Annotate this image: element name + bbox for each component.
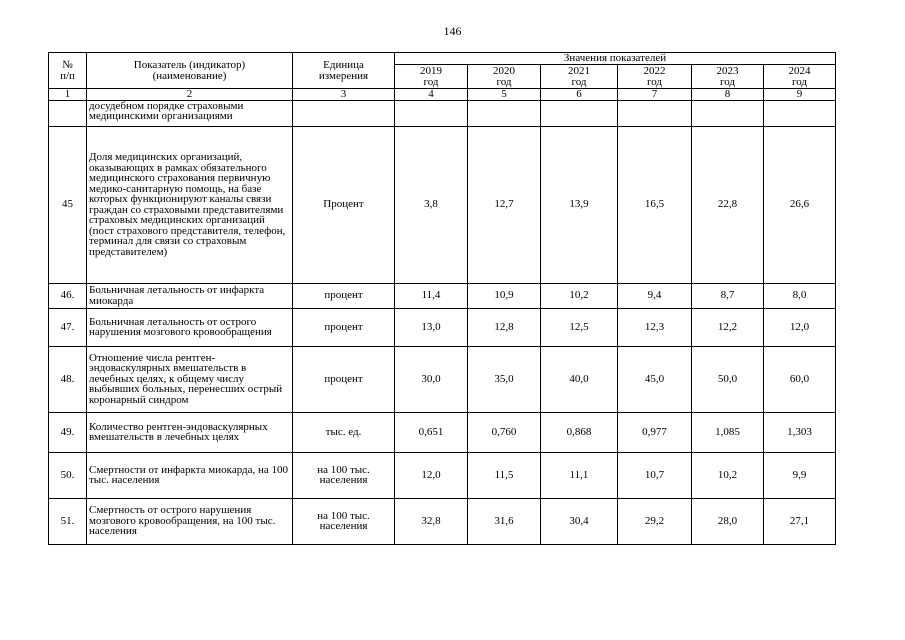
row-unit: тыс. ед. — [293, 412, 395, 452]
row-indicator: Больничная летальность от острого нарушения мозгового кровообращения — [87, 308, 293, 346]
table-row — [49, 126, 836, 283]
row-num — [49, 100, 87, 126]
column-number-cell: 8 — [692, 89, 764, 101]
row-value: 30,4 — [541, 498, 618, 544]
column-number-cell: 6 — [541, 89, 618, 101]
row-value: 0,651 — [395, 412, 468, 452]
row-value: 45,0 — [618, 346, 692, 412]
row-value: 9,4 — [618, 283, 692, 308]
row-value: 0,868 — [541, 412, 618, 452]
header-indicator-line2: (наименование) — [152, 69, 227, 82]
row-num: 51. — [49, 498, 87, 544]
row-value — [468, 100, 541, 126]
row-value: 9,9 — [764, 452, 836, 498]
row-value: 11,4 — [395, 283, 468, 308]
row-indicator: Количество рентген-эндоваскулярных вмешательств в лечебных целях — [87, 412, 293, 452]
row-value: 12,0 — [395, 452, 468, 498]
row-value: 12,2 — [692, 308, 764, 346]
row-value: 8,7 — [692, 283, 764, 308]
row-value: 13,9 — [541, 126, 618, 283]
row-indicator: Больничная летальность от инфаркта миокарда — [87, 283, 293, 308]
row-value: 8,0 — [764, 283, 836, 308]
header-year — [541, 65, 618, 89]
header-year-number: 2023 — [716, 65, 739, 77]
table-row — [49, 100, 836, 126]
column-number-cell: 9 — [764, 89, 836, 101]
header-values-group: Значения показателей — [395, 53, 836, 65]
row-value: 30,0 — [395, 346, 468, 412]
row-value: 10,7 — [618, 452, 692, 498]
header-year-word: год — [571, 75, 587, 88]
table-row — [49, 498, 836, 544]
row-indicator: Смертность от острого нарушения мозгового кровообращения, на 100 тыс. населения — [87, 498, 293, 544]
header-year — [764, 65, 836, 89]
row-value: 16,5 — [618, 126, 692, 283]
row-indicator: Отношение числа рентген-эндоваскулярных вмешательств в лечебных целях, к общему числу выбывших больных, перенесших острый коронарный синдром — [87, 346, 293, 412]
header-num-line1: № — [62, 59, 73, 71]
row-value: 32,8 — [395, 498, 468, 544]
row-value: 0,977 — [618, 412, 692, 452]
header-year — [395, 65, 468, 89]
header-year-number: 2024 — [788, 65, 811, 77]
header-year — [618, 65, 692, 89]
row-unit: процент — [293, 346, 395, 412]
row-value: 1,303 — [764, 412, 836, 452]
row-indicator: Доля медицинских организаций, оказывающих в рамках обязательного медицинского страхования первичную медико-санитарную помощь, на базе которых функционируют каналы связи граждан со страховыми представителями страховых медицинских организаций (пост страхового представителя, телефон, терминал для связи со страховым представителем) — [87, 126, 293, 283]
row-indicator: досудебном порядке страховыми медицинскими организациями — [87, 100, 293, 126]
header-num-line2: п/п — [60, 69, 75, 82]
header-year — [692, 65, 764, 89]
header-year-word: год — [719, 75, 736, 88]
row-num: 48. — [49, 346, 87, 412]
row-value: 50,0 — [692, 346, 764, 412]
header-year-word: год — [423, 75, 439, 88]
row-unit — [293, 100, 395, 126]
row-value: 1,085 — [692, 412, 764, 452]
row-value: 12,7 — [468, 126, 541, 283]
row-indicator: Смертности от инфаркта миокарда, на 100 тыс. населения — [87, 452, 293, 498]
row-value: 12,0 — [764, 308, 836, 346]
header-num — [49, 53, 87, 89]
header-year-number: 2021 — [568, 65, 590, 77]
column-number-cell: 2 — [87, 89, 293, 101]
header-indicator-line1: Показатель (индикатор) — [133, 59, 246, 71]
row-value — [692, 100, 764, 126]
row-value: 31,6 — [468, 498, 541, 544]
row-value: 29,2 — [618, 498, 692, 544]
row-value: 35,0 — [468, 346, 541, 412]
row-value: 10,9 — [468, 283, 541, 308]
row-value: 13,0 — [395, 308, 468, 346]
header-indicator — [87, 53, 293, 89]
row-value: 28,0 — [692, 498, 764, 544]
table-row — [49, 346, 836, 412]
row-num: 49. — [49, 412, 87, 452]
row-value: 10,2 — [692, 452, 764, 498]
header-year-number: 2019 — [420, 65, 442, 77]
row-value: 0,760 — [468, 412, 541, 452]
row-unit: процент — [293, 283, 395, 308]
header-year-word: год — [646, 75, 663, 88]
header-year-word: год — [792, 75, 808, 88]
column-number-cell: 3 — [293, 89, 395, 101]
column-number-cell: 5 — [468, 89, 541, 101]
row-num: 50. — [49, 452, 87, 498]
row-value: 11,1 — [541, 452, 618, 498]
header-year-number: 2020 — [493, 65, 515, 77]
row-value: 12,3 — [618, 308, 692, 346]
row-value: 10,2 — [541, 283, 618, 308]
row-value — [764, 100, 836, 126]
column-number-cell: 7 — [618, 89, 692, 101]
row-value: 11,5 — [468, 452, 541, 498]
row-value — [541, 100, 618, 126]
row-num: 45 — [49, 126, 87, 283]
header-year — [468, 65, 541, 89]
row-unit: на 100 тыс. населения — [293, 452, 395, 498]
table-row — [49, 452, 836, 498]
row-unit: на 100 тыс. населения — [293, 498, 395, 544]
indicators-table — [48, 52, 836, 545]
header-unit — [293, 53, 395, 89]
row-value: 40,0 — [541, 346, 618, 412]
row-num: 46. — [49, 283, 87, 308]
column-number-cell: 1 — [49, 89, 87, 101]
row-value — [618, 100, 692, 126]
row-value: 22,8 — [692, 126, 764, 283]
row-value: 12,8 — [468, 308, 541, 346]
header-unit-line1: Единица — [323, 59, 364, 71]
row-value — [395, 100, 468, 126]
row-value: 60,0 — [764, 346, 836, 412]
row-unit: процент — [293, 308, 395, 346]
header-year-word: год — [496, 75, 512, 88]
row-value: 27,1 — [764, 498, 836, 544]
row-num: 47. — [49, 308, 87, 346]
header-year-number: 2022 — [643, 65, 666, 77]
table-row — [49, 308, 836, 346]
header-unit-line2: измерения — [318, 69, 369, 82]
row-value: 12,5 — [541, 308, 618, 346]
row-value: 26,6 — [764, 126, 836, 283]
page-number: 146 — [443, 24, 462, 38]
table-row — [49, 412, 836, 452]
row-value: 3,8 — [395, 126, 468, 283]
column-number-cell: 4 — [395, 89, 468, 101]
table-row — [49, 283, 836, 308]
row-unit: Процент — [293, 126, 395, 283]
